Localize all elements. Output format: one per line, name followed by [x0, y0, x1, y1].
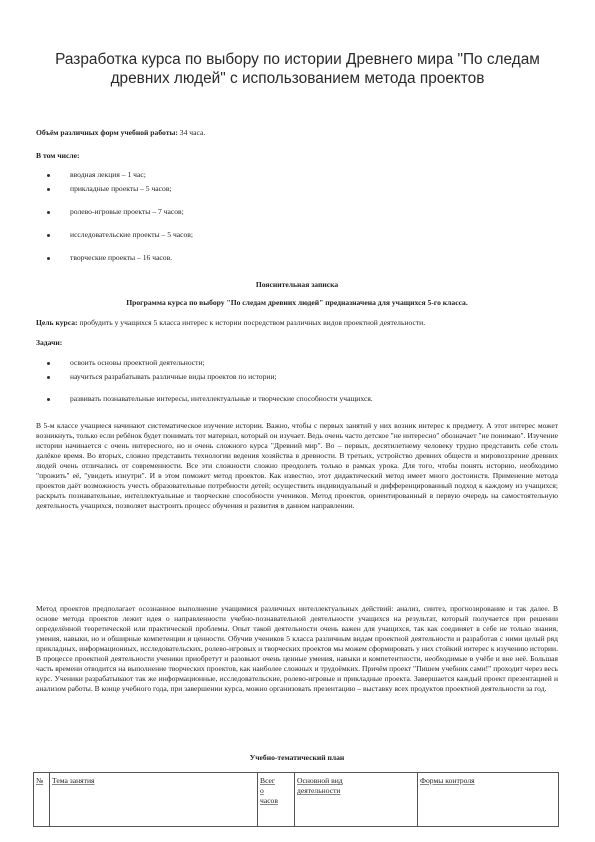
bullet-icon — [47, 211, 50, 214]
header-hours-line-2: о — [260, 786, 264, 795]
bullet-icon — [47, 234, 50, 237]
bullet-icon — [47, 362, 50, 365]
goal-line — [36, 318, 425, 328]
plan-heading: Учебно-тематический план — [249, 753, 345, 762]
document-title — [40, 51, 555, 88]
header-kind-line-2: деятельности — [297, 786, 341, 795]
bullet-icon — [47, 188, 50, 191]
header-kind — [295, 773, 418, 827]
task-item-1: освоить основы проектной деятельности; — [70, 358, 205, 367]
header-topic: Тема занятия — [50, 773, 258, 827]
form-item-4: исследовательские проекты – 5 часов; — [70, 230, 193, 239]
goal-label: Цель курса: — [36, 318, 78, 327]
volume-value: 34 часа. — [177, 128, 206, 137]
tasks-label: Задачи: — [36, 338, 63, 347]
bullet-icon — [47, 376, 50, 379]
including-label: В том числе: — [36, 151, 80, 160]
program-line: Программа курса по выбору "По следам древних людей" предназначена для учащихся 5-го класса. — [126, 298, 468, 307]
bullet-icon — [47, 398, 50, 401]
volume-line — [36, 128, 205, 138]
table-header-row — [34, 773, 559, 827]
form-item-5: творческие проекты – 16 часов. — [70, 253, 173, 262]
paragraph-1: В 5-м классе учащиеся начинают систематическое изучение истории. Важно, чтобы с первых занятий у них возник интерес к предмету. А этот интерес может возникнуть, только если ребёнок будет понимать тот материал, который он изучает. Ведь очень часто детское "не интересно" обозначает "не понимаю". Изучение истории начинается с очень интересного, но и очень сложного курса "Древний мир". Во – первых, десятилетнему человеку трудно представить себе столь далёкое время. Во вторых, сложно представить технологии ведения хозяйства в древности. В третьих, устройство древних обществ и мировоззрение древних людей очень отличались от современности. Все эти сложности сложно преодолеть только в рамках урока. Для того, чтобы понять историю, необходимо "прожить" её, "увидеть изнутри". И в этом поможет метод проектов. Как известно, этот дидактический метод имеет много достоинств. Применение метода проектов даёт возможность учесть образовательные потребности детей; осуществить индивидуальный и дифференцированный подход к каждому из учащихся; раскрыть познавательные, интеллектуальные и творческие способности учеников. Метод проектов, ориентированный в первую очередь на самостоятельную деятельность учащихся, позволяет выстроить процесс обучения и развития в данном направлении. — [36, 421, 558, 511]
header-forms: Формы контроля — [418, 773, 559, 827]
bullet-icon — [47, 174, 50, 177]
paragraph-2: Метод проектов предполагает осознанное выполнение учащимися различных интеллектуальных действий: анализ, синтез, прогнозирование и так далее. В основе метода проектов лежит идея о направленности учебно-познавательной деятельности учащихся на результат, который получается при решении определённой теоретической или практической проблемы. Опыт такой деятельности очень важен для учащихся, так как соединяет в себе не только знания, умения, навыки, но и обширные компетенции и ценности. Обучив учеников 5 класса различным видам проектной деятельности и разработав с ними целый ряд прикладных, информационных, исследовательских, ролево-игровых и творческих проектов мы можем сформировать у них стойкий интерес к изучению истории. В процессе проектной деятельности ученики приобретут и разовьют очень ценные умения, навыки и компетентности, необходимые в учёбе и вне неё. Большая часть времени отводится на выполнение творческих проектов, как наиболее сложных и трудоёмких. Причём проект "Пишем учебник сами!" проходит через весь курс. Ученики разрабатывают так же информационные, исследовательские, ролево-игровые и прикладные проекта. Завершается каждый проект презентацией и анализом работы. В конце учебного года, при завершении курса, можно организовать презентацию – выставку всех продуктов проектной деятельности за год. — [36, 604, 558, 694]
goal-text: пробудить у учащихся 5 класса интерес к истории посредством различных видов проектной деятельности. — [77, 318, 426, 327]
form-item-1: вводная лекция – 1 час; — [70, 170, 146, 179]
header-hours — [258, 773, 295, 827]
title-line-2: древних людей" с использованием метода проектов — [110, 69, 485, 87]
header-hours-line-1: Всег — [260, 776, 276, 785]
header-hours-line-3: часов — [260, 796, 278, 805]
plan-table — [33, 772, 559, 827]
volume-label: Объём различных форм учебной работы: — [36, 128, 178, 137]
note-heading: Пояснительная записка — [255, 280, 339, 289]
task-item-3: развивать познавательные интересы, интеллектуальные и творческие способности учащихся. — [70, 394, 373, 403]
task-item-2: научиться разрабатывать различные виды проектов по истории; — [70, 372, 277, 381]
bullet-icon — [47, 257, 50, 260]
title-line-1: Разработка курса по выбору по истории Древнего мира "По следам — [55, 51, 540, 68]
form-item-3: ролево-игровые проекты – 7 часов; — [70, 207, 184, 216]
form-item-2: прикладные проекты – 5 часов; — [70, 184, 172, 193]
header-num: № — [34, 773, 50, 827]
header-kind-line-1: Основной вид — [297, 776, 343, 785]
